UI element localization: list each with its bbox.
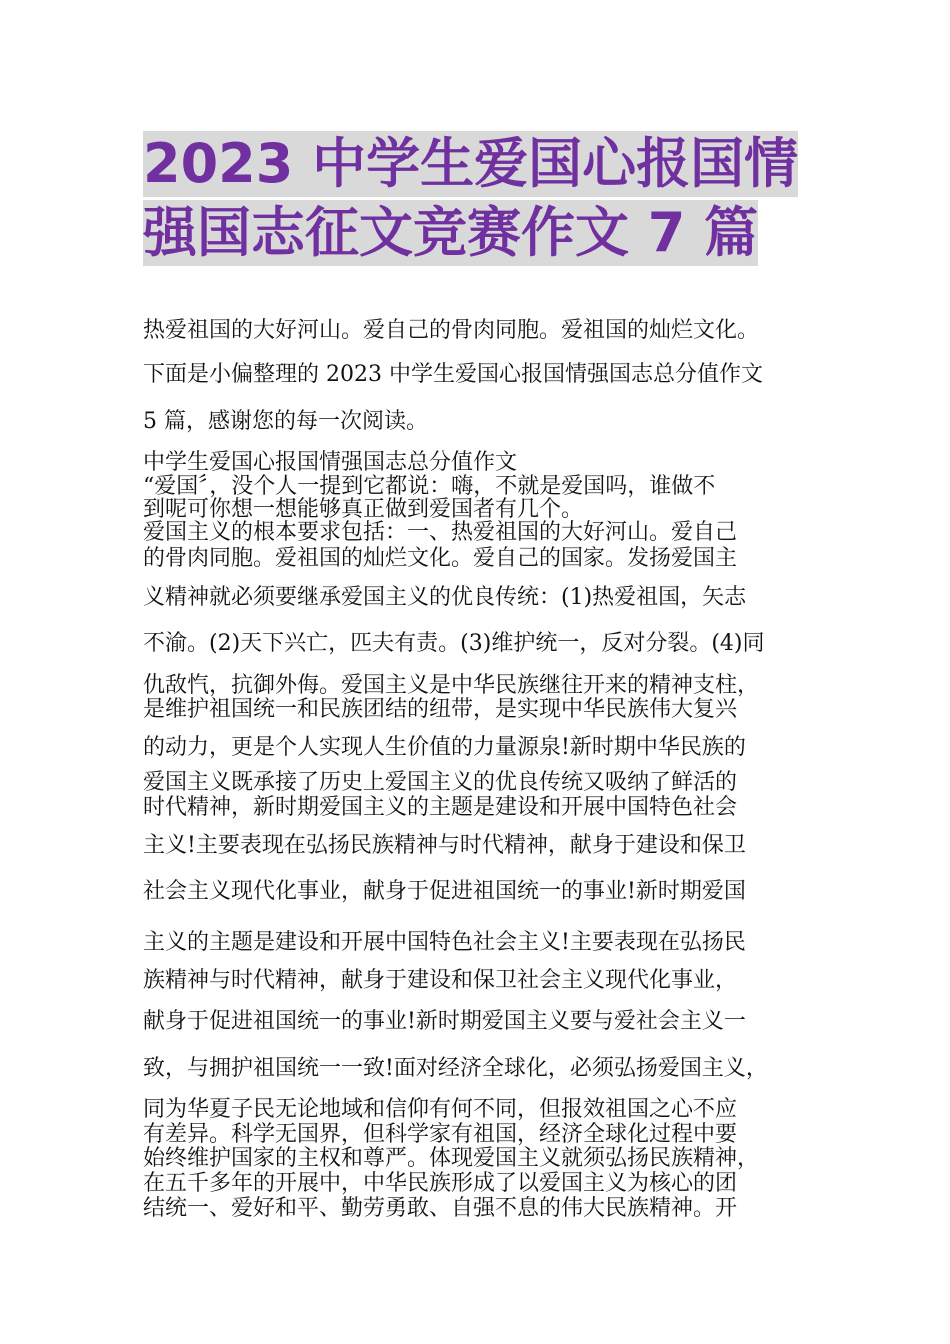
text-line: 主义的主题是建设和开展中国特色社会主义!主要表现在弘扬民: [143, 930, 746, 955]
text-line: 爱国主义的根本要求包括：一、热爱祖国的大好河山。爱自己: [143, 520, 738, 545]
text-line: 下面是小偏整理的 2023 中学生爱国心报国情强国志总分值作文: [143, 362, 763, 387]
text-line: 到呢可你想一想能够真正做到爱国者有几个。: [143, 497, 584, 522]
text-line: 同为华夏子民无论地域和信仰有何不同，但报效祖国之心不应: [143, 1097, 738, 1122]
text-line: 在五千多年的开展中，中华民族形成了以爱国主义为核心的团: [143, 1171, 738, 1196]
text-line: 仇敌忾，抗御外侮。爱国主义是中华民族继往开来的精神支柱，: [143, 673, 760, 698]
text-line: 的骨肉同胞。爱祖国的灿烂文化。爱自己的国家。发扬爱国主: [143, 546, 738, 571]
text-line: 是维护祖国统一和民族团结的纽带，是实现中华民族伟大复兴: [143, 697, 738, 722]
text-line: 中学生爱国心报国情强国志总分值作文: [143, 450, 518, 475]
text-line: 的动力，更是个人实现人生价值的力量源泉!新时期中华民族的: [143, 735, 746, 760]
text-line: 5 篇，感谢您的每一次阅读。: [143, 409, 428, 434]
text-line: 献身于促进祖国统一的事业!新时期爱国主义要与爱社会主义一: [143, 1009, 746, 1034]
text-line: 有差异。科学无国界，但科学家有祖国，经济全球化过程中要: [143, 1122, 738, 1147]
text-line: 始终维护国家的主权和尊严。体现爱国主义就须弘扬民族精神，: [143, 1146, 760, 1171]
text-line: 爱国主义既承接了历史上爱国主义的优良传统又吸纳了鲜活的: [143, 770, 738, 795]
title-line-2: 强国志征文竞赛作文 7 篇: [143, 201, 759, 264]
title-line-1: 2023 中学生爱国心报国情: [143, 132, 799, 195]
text-line: 热爱祖国的大好河山。爱自己的骨肉同胞。爱祖国的灿烂文化。: [143, 318, 760, 343]
text-line: 社会主义现代化事业，献身于促进祖国统一的事业!新时期爱国: [143, 879, 746, 904]
text-line: “爱国〞，没个人一提到它都说：嗨，不就是爱国吗，谁做不: [143, 474, 716, 499]
text-line: 不渝。(2)天下兴亡，匹夫有责。(3)维护统一，反对分裂。(4)同: [143, 631, 765, 656]
text-line: 致，与拥护祖国统一一致!面对经济全球化，必须弘扬爱国主义，: [143, 1056, 768, 1081]
text-line: 族精神与时代精神，献身于建设和保卫社会主义现代化事业，: [143, 968, 738, 993]
text-line: 主义!主要表现在弘扬民族精神与时代精神，献身于建设和保卫: [143, 833, 746, 858]
text-line: 时代精神，新时期爱国主义的主题是建设和开展中国特色社会: [143, 795, 738, 820]
text-line: 义精神就必须要继承爱国主义的优良传统：(1)热爱祖国，矢志: [143, 585, 747, 610]
text-line: 结统一、爱好和平、勤劳勇敢、自强不息的伟大民族精神。开: [143, 1196, 738, 1221]
